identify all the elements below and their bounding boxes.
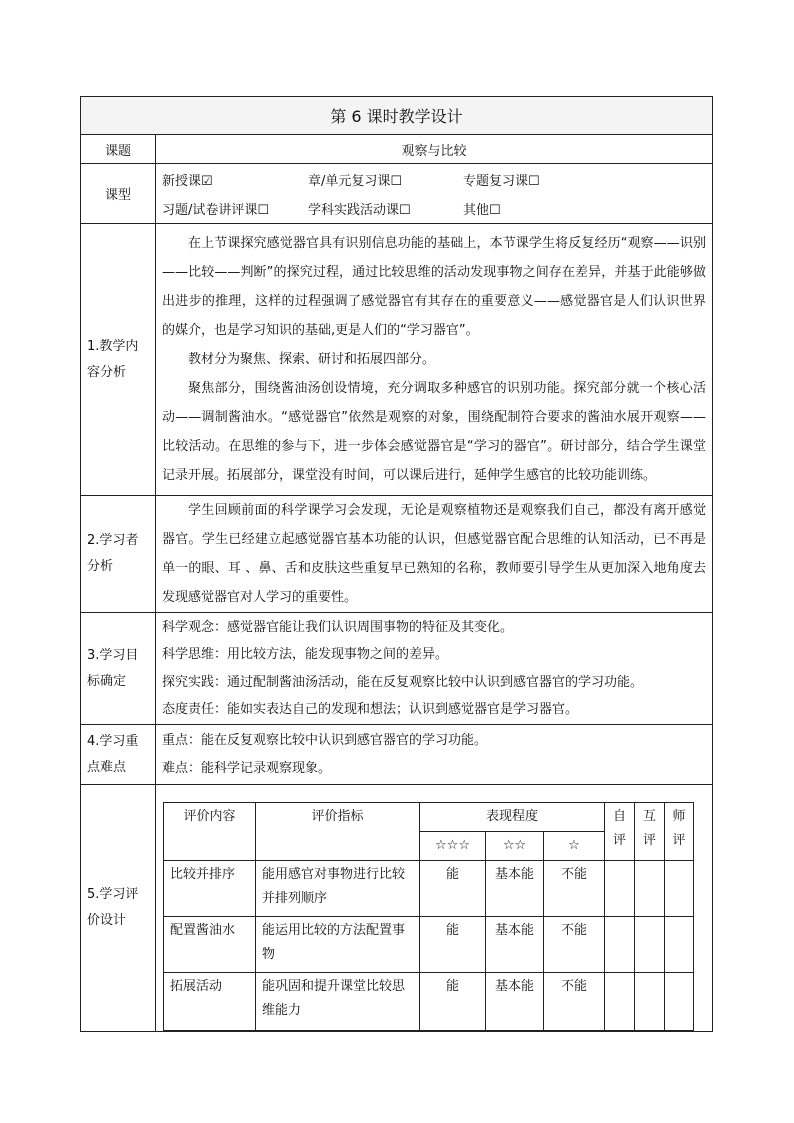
course-type-unit-review: 章/单元复习课☐ <box>308 173 403 189</box>
content-analysis-label-line1: 1.教学内 <box>87 338 139 354</box>
eval-content: 配置酱油水 <box>164 917 256 973</box>
eval-header-teacher <box>665 803 694 861</box>
key-points-label <box>81 725 156 785</box>
learner-analysis-label-line2: 分析 <box>87 559 114 574</box>
content-analysis-row <box>81 224 713 496</box>
page-title: 第 6 课时教学设计 <box>81 97 713 135</box>
objectives-row <box>81 613 713 725</box>
evaluation-label-line2: 价设计 <box>87 913 127 928</box>
key-points-row <box>81 725 713 785</box>
objective-item: 科学观念：感觉器官能让我们认识周围事物的特征及其变化。 <box>162 619 514 635</box>
eval-level-1: 不能 <box>544 973 605 1031</box>
objectives-label-line2: 标确定 <box>87 673 127 689</box>
eval-level-2: 基本能 <box>486 973 544 1031</box>
course-type-label: 课型 <box>81 164 156 224</box>
key-point-item: 重点：能在反复观察比较中认识到感官器官的学习功能。 <box>162 733 488 748</box>
learner-analysis-label <box>81 496 156 613</box>
table-row <box>164 973 694 1031</box>
eval-header-level: 表现程度 <box>420 803 605 832</box>
objectives-list <box>156 613 713 725</box>
lesson-design-page <box>80 96 712 1032</box>
course-type-other: 其他☐ <box>463 202 501 218</box>
eval-level-3: 能 <box>420 973 486 1031</box>
eval-header-peer-line1: 互 <box>642 809 656 824</box>
eval-header-self-line1: 自 <box>612 809 626 824</box>
eval-level-2: 基本能 <box>486 861 544 917</box>
eval-peer-cell[interactable] <box>635 973 665 1031</box>
topic-value: 观察与比较 <box>156 135 713 164</box>
eval-peer-cell[interactable] <box>635 917 665 973</box>
evaluation-table <box>163 802 694 1031</box>
evaluation-label <box>81 785 156 1032</box>
eval-level-3: 能 <box>420 861 486 917</box>
content-analysis-label <box>81 224 156 496</box>
key-point-item: 难点：能科学记录观察现象。 <box>162 760 332 776</box>
course-type-topic-review: 专题复习课☐ <box>463 173 540 189</box>
evaluation-header-row <box>164 803 694 832</box>
eval-content: 比较并排序 <box>164 861 256 917</box>
lesson-design-table <box>80 96 713 1032</box>
learner-paragraph: 学生回顾前面的科学课学习会发现，无论是观察植物还是观察我们自己，都没有离开感觉器官。学生已经建立起感觉器官基本功能的认识，但感觉器官配合思维的认知活动，已不再是单一的眼、耳 、鼻、舌和皮肤这些重复早已熟知的名称，教师要引导学生从更加深入地角度去发现感觉器官对人学习的重要性。 <box>162 503 707 605</box>
eval-peer-cell[interactable] <box>635 861 665 917</box>
eval-header-peer-line2: 评 <box>642 833 656 848</box>
objective-item: 科学思维：用比较方法，能发现事物之间的差异。 <box>162 647 449 662</box>
eval-header-self-line2: 评 <box>612 833 626 848</box>
table-row <box>164 861 694 917</box>
table-row <box>164 917 694 973</box>
eval-level-1: 不能 <box>544 861 605 917</box>
learner-analysis-row <box>81 496 713 613</box>
content-paragraph: 教材分为聚焦、探索、研讨和拓展四部分。 <box>188 352 436 367</box>
key-points-label-line1: 4.学习重 <box>87 733 139 749</box>
eval-teacher-cell[interactable] <box>665 973 694 1031</box>
eval-header-self <box>605 803 635 861</box>
course-type-options <box>156 164 713 224</box>
evaluation-label-line1: 5.学习评 <box>87 887 139 902</box>
topic-label: 课题 <box>81 135 156 164</box>
title-row <box>81 97 713 135</box>
eval-self-cell[interactable] <box>605 861 635 917</box>
objective-item: 探究实践：通过配制酱油汤活动，能在反复观察比较中认识到感官器官的学习功能。 <box>162 674 644 690</box>
eval-level-2: 基本能 <box>486 917 544 973</box>
content-paragraph: 聚焦部分，围绕酱油汤创设情境，充分调取多种感官的识别功能。探究部分就一个核心活动——调制酱油水。“感觉器官”依然是观察的对象，围绕配制符合要求的酱油水展开观察——比较活动。在思维的参与下，进一步体会感觉器官是“学习的器官”。研讨部分，结合学生课堂记录开展。拓展部分，课堂没有时间，可以课后进行，延伸学生感官的比较功能训练。 <box>162 381 707 483</box>
content-analysis-label-line2: 容分析 <box>87 364 127 380</box>
eval-teacher-cell[interactable] <box>665 917 694 973</box>
learner-analysis-label-line1: 2.学习者 <box>87 533 139 548</box>
eval-star-3: ☆☆☆ <box>420 832 486 861</box>
eval-header-peer <box>635 803 665 861</box>
objectives-label <box>81 613 156 725</box>
eval-level-3: 能 <box>420 917 486 973</box>
course-type-row <box>81 164 713 224</box>
eval-teacher-cell[interactable] <box>665 861 694 917</box>
eval-indicator: 能巩固和提升课堂比较思维能力 <box>256 973 420 1031</box>
course-type-practice: 学科实践活动课☐ <box>308 202 411 218</box>
evaluation-row <box>81 785 713 1032</box>
eval-self-cell[interactable] <box>605 973 635 1031</box>
eval-indicator: 能运用比较的方法配置事物 <box>256 917 420 973</box>
objectives-label-line1: 3.学习目 <box>87 647 139 663</box>
eval-star-1: ☆ <box>544 832 605 861</box>
evaluation-cell <box>156 785 713 1032</box>
eval-header-indicator: 评价指标 <box>256 803 420 861</box>
topic-row <box>81 135 713 164</box>
course-type-exercise-review: 习题/试卷讲评课☐ <box>162 202 270 218</box>
eval-star-2: ☆☆ <box>486 832 544 861</box>
eval-header-content: 评价内容 <box>164 803 256 861</box>
eval-content: 拓展活动 <box>164 973 256 1031</box>
course-type-new: 新授课☑ <box>162 173 213 189</box>
learner-analysis-text <box>156 496 713 613</box>
content-paragraph: 在上节课探究感觉器官具有识别信息功能的基础上，本节课学生将反复经历“观察——识别——比较——判断”的探究过程，通过比较思维的活动发现事物之间存在差异，并基于此能够做出进步的推理，这样的过程强调了感觉器官有其存在的重要意义——感觉器官是人们认识世界的媒介，也是学习知识的基础,更是人们的“学习器官”。 <box>162 236 707 338</box>
key-points-list <box>156 725 713 785</box>
key-points-label-line2: 点难点 <box>87 759 127 775</box>
eval-header-teacher-line1: 师 <box>672 809 686 824</box>
content-analysis-text <box>156 224 713 496</box>
eval-self-cell[interactable] <box>605 917 635 973</box>
eval-level-1: 不能 <box>544 917 605 973</box>
objective-item: 态度责任：能如实表达自己的发现和想法；认识到感觉器官是学习器官。 <box>162 702 579 717</box>
eval-indicator: 能用感官对事物进行比较并排列顺序 <box>256 861 420 917</box>
eval-header-teacher-line2: 评 <box>672 833 686 848</box>
